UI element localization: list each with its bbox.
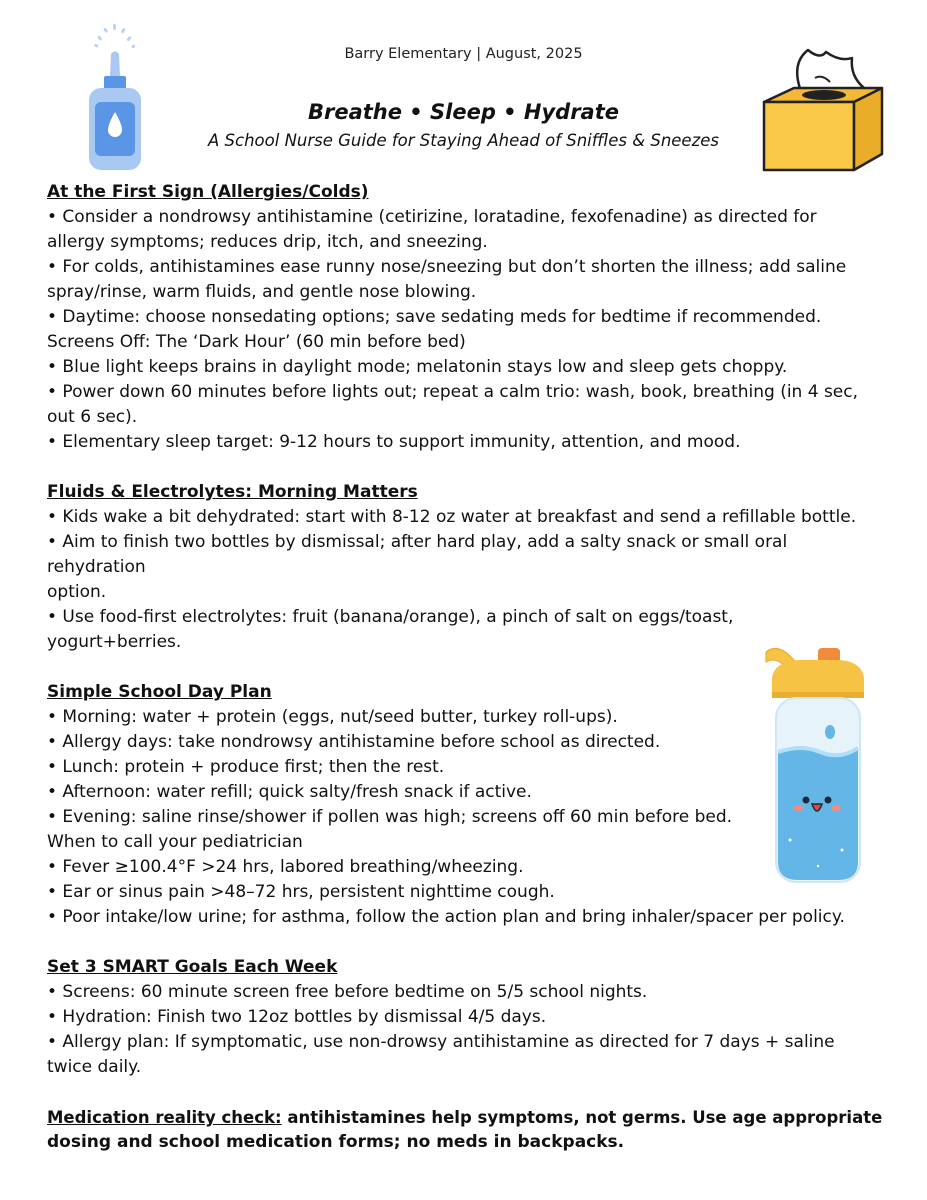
- page-title: Breathe • Sleep • Hydrate: [307, 100, 620, 124]
- medication-reality-check-cont: dosing and school medication forms; no meds in backpacks.: [47, 1132, 625, 1152]
- bullet-dehydrated: • Kids wake a bit dehydrated: start with 8-12 oz water at breakfast and send a refillable bottle.: [47, 507, 857, 527]
- bullet-two-bottles-cont2: option.: [47, 582, 107, 602]
- bullet-poor-intake: • Poor intake/low urine; for asthma, follow the action plan and bring inhaler/spacer per policy.: [47, 907, 845, 927]
- page-subtitle: A School Nurse Guide for Staying Ahead of Sniffles & Sneezes: [208, 131, 719, 150]
- bullet-allergy-goal: • Allergy plan: If symptomatic, use non-drowsy antihistamine as directed for 7 days + saline: [47, 1032, 835, 1052]
- bullet-antihistamine-cont: allergy symptoms; reduces drip, itch, and sneezing.: [47, 232, 488, 252]
- bullet-antihistamine: • Consider a nondrowsy antihistamine (cetirizine, loratadine, fexofenadine) as directed for: [47, 207, 817, 227]
- bullet-ear-sinus: • Ear or sinus pain >48–72 hrs, persistent nighttime cough.: [47, 882, 555, 902]
- bullet-afternoon: • Afternoon: water refill; quick salty/fresh snack if active.: [47, 782, 532, 802]
- bullet-evening: • Evening: saline rinse/shower if pollen was high; screens off 60 min before bed.: [47, 807, 733, 827]
- bullet-fever: • Fever ≥100.4°F >24 hrs, labored breathing/wheezing.: [47, 857, 524, 877]
- bullet-two-bottles: • Aim to finish two bottles by dismissal; after hard play, add a salty snack or small oral: [47, 532, 788, 552]
- bullet-screens-goal: • Screens: 60 minute screen free before bedtime on 5/5 school nights.: [47, 982, 648, 1002]
- bullet-hydration-goal: • Hydration: Finish two 12oz bottles by dismissal 4/5 days.: [47, 1007, 547, 1027]
- bullet-allergy-days: • Allergy days: take nondrowsy antihistamine before school as directed.: [47, 732, 661, 752]
- section-heading-goals: Set 3 SMART Goals Each Week: [47, 957, 338, 977]
- bullet-blue-light: • Blue light keeps brains in daylight mode; melatonin stays low and sleep gets choppy.: [47, 357, 788, 377]
- bullet-colds-cont: spray/rinse, warm fluids, and gentle nose blowing.: [47, 282, 477, 302]
- bullet-two-bottles-cont: rehydration: [47, 557, 146, 577]
- bullet-colds: • For colds, antihistamines ease runny nose/sneezing but don’t shorten the illness; add saline: [47, 257, 847, 277]
- medication-reality-check: [47, 1105, 887, 1130]
- reality-check-text: antihistamines help symptoms, not germs. Use age appropriate: [281, 1108, 883, 1127]
- bullet-electrolytes: • Use food-first electrolytes: fruit (banana/orange), a pinch of salt on eggs/toast,: [47, 607, 734, 627]
- bullet-power-down-cont: out 6 sec).: [47, 407, 138, 427]
- section-heading-fluids: Fluids & Electrolytes: Morning Matters: [47, 482, 418, 502]
- screens-off-heading: Screens Off: The ‘Dark Hour’ (60 min before bed): [47, 332, 466, 352]
- bullet-sleep-target: • Elementary sleep target: 9-12 hours to support immunity, attention, and mood.: [47, 432, 741, 452]
- bullet-daytime: • Daytime: choose nonsedating options; save sedating meds for bedtime if recommended.: [47, 307, 822, 327]
- reality-check-label: Medication reality check:: [47, 1108, 282, 1127]
- guide-content: [47, 180, 887, 1155]
- section-heading-first-sign: At the First Sign (Allergies/Colds): [47, 182, 369, 202]
- bullet-morning: • Morning: water + protein (eggs, nut/seed butter, turkey roll-ups).: [47, 707, 618, 727]
- bullet-allergy-goal-cont: twice daily.: [47, 1057, 142, 1077]
- bullet-power-down: • Power down 60 minutes before lights out; repeat a calm trio: wash, book, breathing (in 4 sec,: [47, 382, 859, 402]
- section-heading-plan: Simple School Day Plan: [47, 682, 272, 702]
- call-pediatrician-heading: When to call your pediatrician: [47, 832, 303, 852]
- bullet-electrolytes-cont: yogurt+berries.: [47, 632, 182, 652]
- school-date-line: Barry Elementary | August, 2025: [344, 46, 583, 62]
- bullet-lunch: • Lunch: protein + produce first; then the rest.: [47, 757, 445, 777]
